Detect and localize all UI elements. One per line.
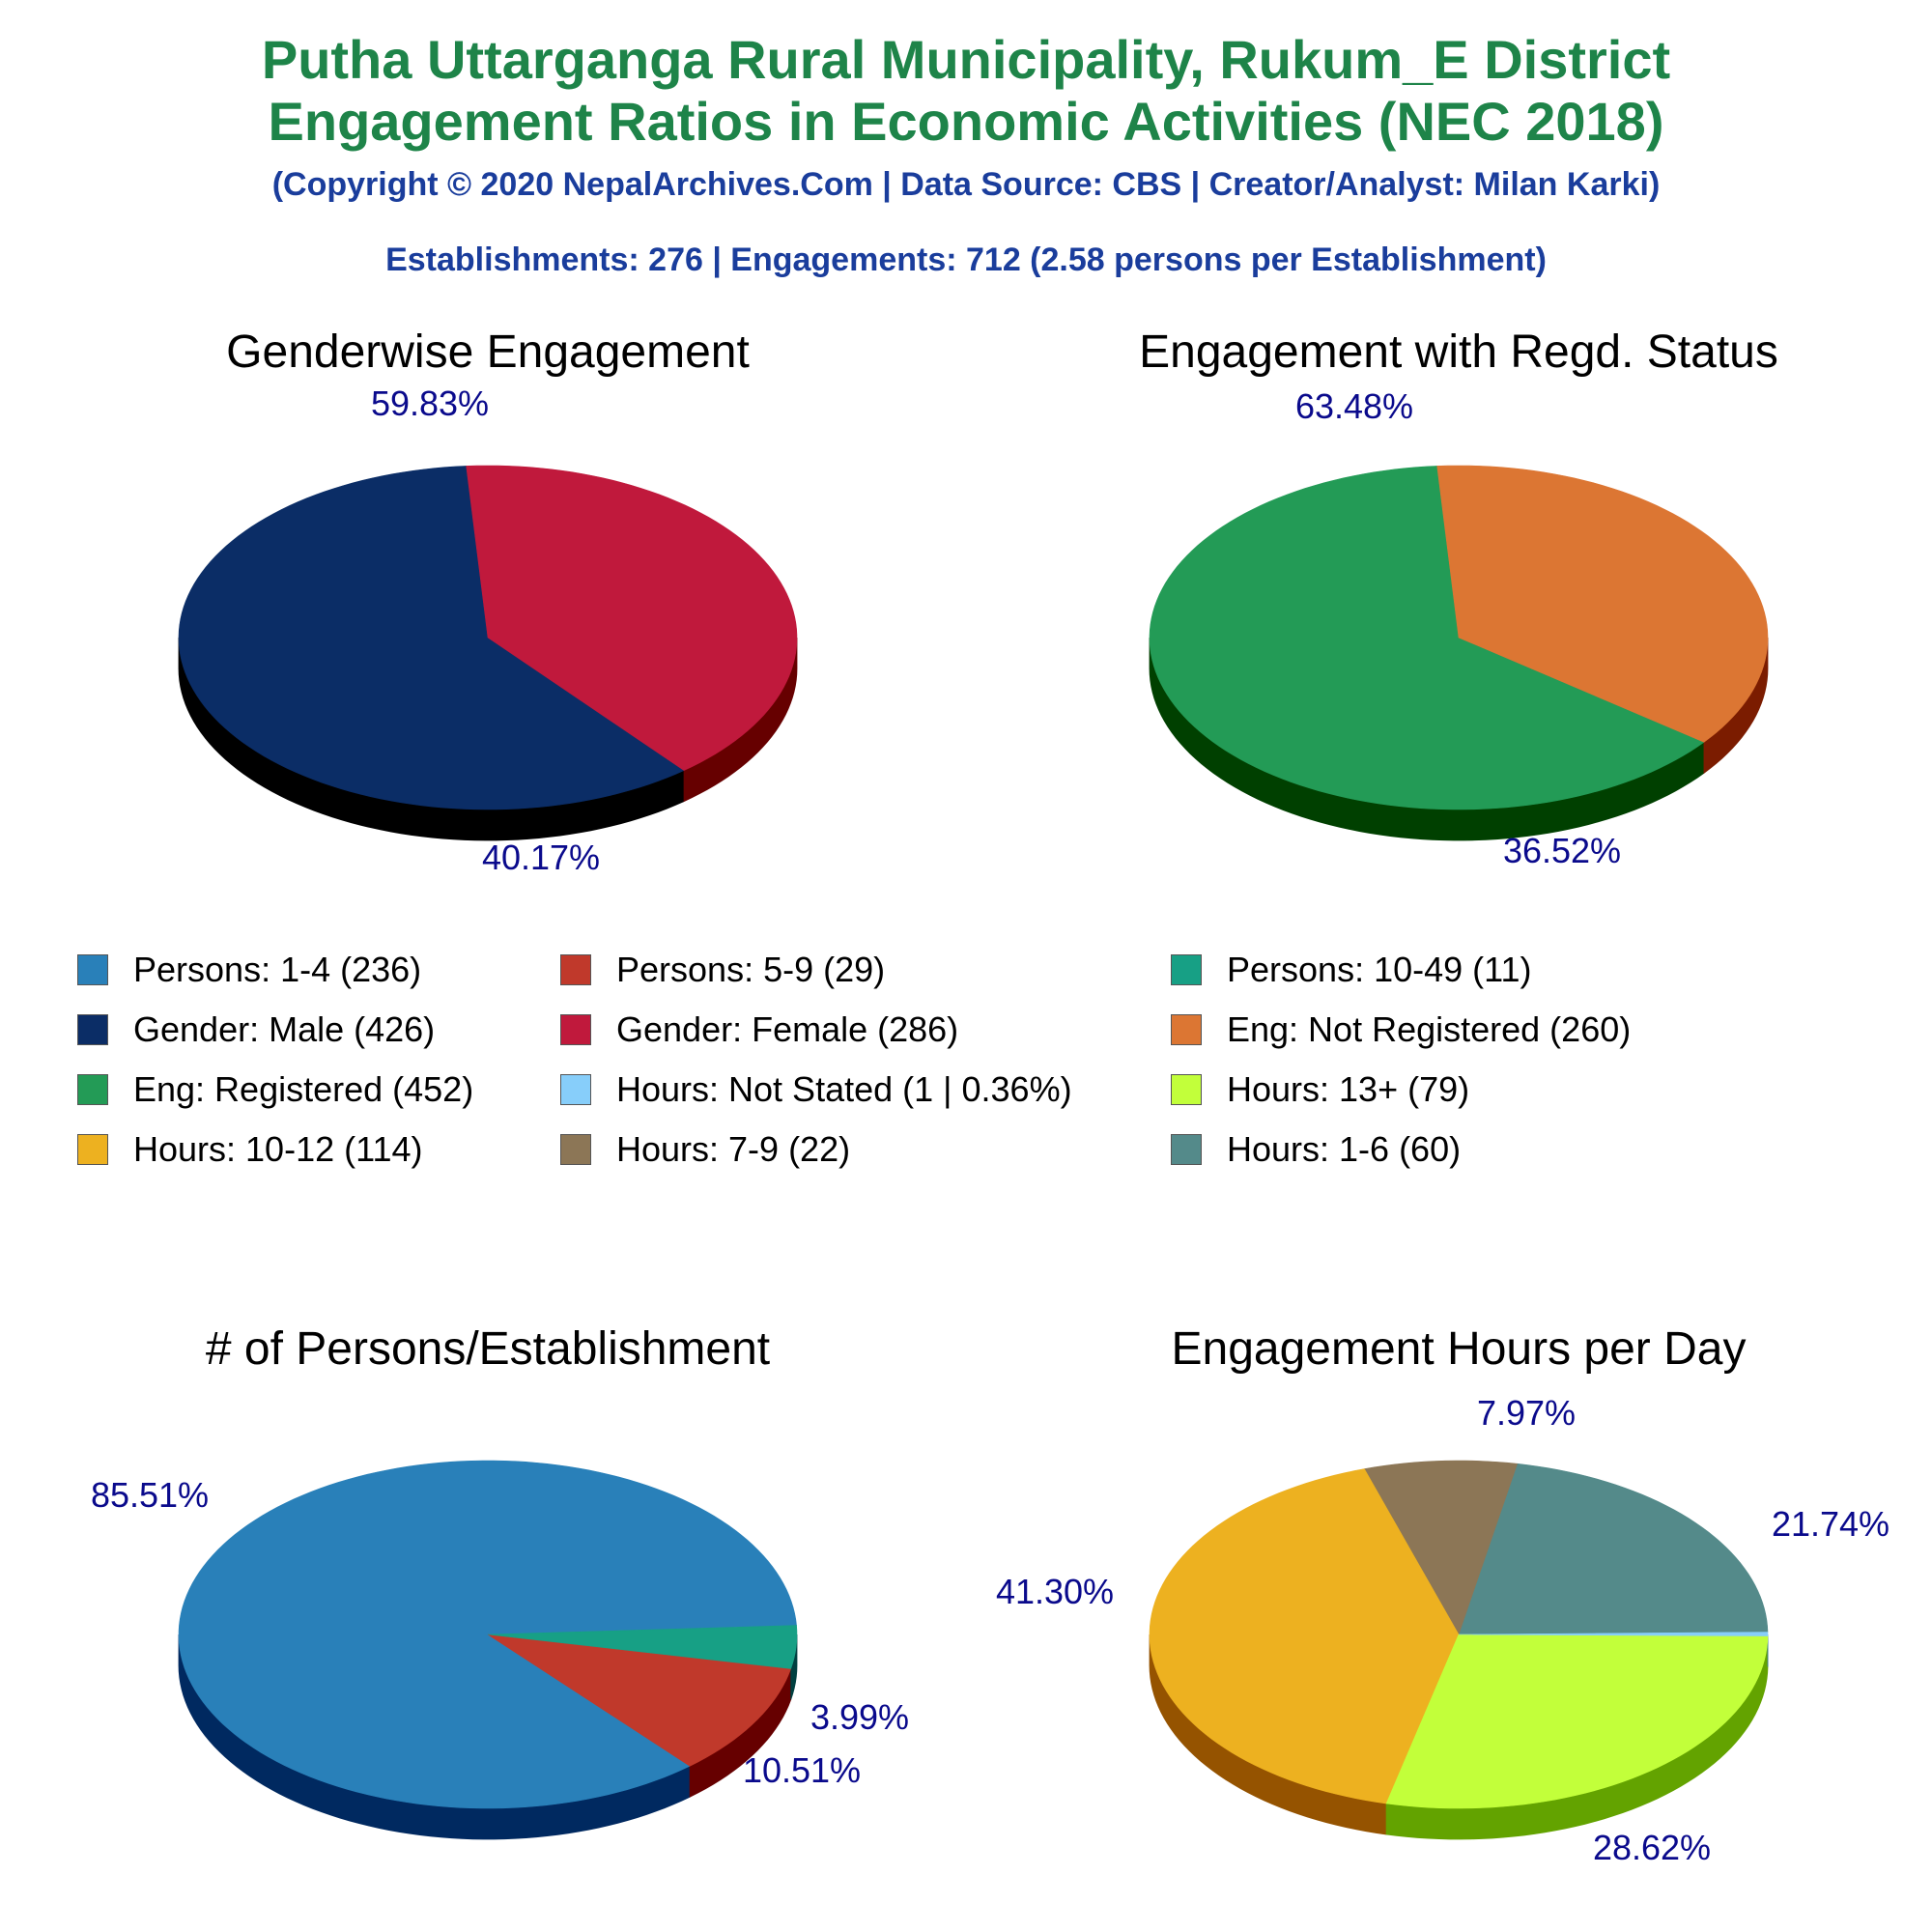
legend-label: Hours: 1-6 (60) xyxy=(1227,1129,1462,1169)
pie-top xyxy=(179,1461,797,1808)
chart-title: Genderwise Engagement xyxy=(226,327,750,378)
legend-swatch xyxy=(77,1074,108,1105)
slice-percent-label: 7.97% xyxy=(1476,1393,1577,1433)
legend-swatch xyxy=(560,1134,591,1165)
pie-chart-2 xyxy=(1139,327,1778,870)
legend-swatch xyxy=(77,1014,108,1045)
legend-swatch xyxy=(77,1134,108,1165)
legend-label: Gender: Male (426) xyxy=(133,1009,436,1049)
pie-top xyxy=(1150,1461,1768,1808)
legend-label: Hours: 7-9 (22) xyxy=(616,1129,851,1169)
slice-percent-label: 41.30% xyxy=(995,1572,1115,1611)
legend-swatch xyxy=(560,954,591,985)
slice-percent-label: 10.51% xyxy=(742,1750,862,1790)
legend-swatch xyxy=(1171,1014,1202,1045)
legend-swatch xyxy=(560,1074,591,1105)
legend-label: Persons: 10-49 (11) xyxy=(1227,950,1532,989)
slice-percent-label: 21.74% xyxy=(1771,1504,1890,1544)
pie-top xyxy=(1150,466,1768,810)
legend-label: Gender: Female (286) xyxy=(616,1009,959,1049)
slice-percent-label: 85.51% xyxy=(90,1475,210,1515)
main-title-line1: Putha Uttarganga Rural Municipality, Rukum_E District xyxy=(261,29,1671,90)
legend-label: Hours: Not Stated (1 | 0.36%) xyxy=(616,1069,1072,1109)
legend-item xyxy=(77,1070,473,1109)
slice-percent-label: 63.48% xyxy=(1294,386,1414,426)
chart-title: Engagement Hours per Day xyxy=(1171,1323,1747,1375)
legend-item xyxy=(560,1070,1072,1109)
legend-item xyxy=(77,1130,422,1169)
legend-swatch xyxy=(560,1014,591,1045)
pie-chart-3 xyxy=(91,1323,909,1839)
legend-swatch xyxy=(77,954,108,985)
legend-label: Hours: 10-12 (114) xyxy=(133,1129,423,1169)
slice-percent-label: 3.99% xyxy=(810,1697,910,1737)
legend-label: Eng: Not Registered (260) xyxy=(1227,1009,1632,1049)
legend-label: Eng: Registered (452) xyxy=(133,1069,474,1109)
slice-percent-label: 59.83% xyxy=(370,384,490,423)
slice-percent-label: 36.52% xyxy=(1502,831,1622,870)
legend-item xyxy=(77,951,421,989)
slice-percent-label: 28.62% xyxy=(1592,1828,1712,1867)
legend-item xyxy=(1171,951,1532,989)
summary-line: Establishments: 276 | Engagements: 712 (2.58 persons per Establishment) xyxy=(385,242,1547,278)
legend-item xyxy=(1171,1070,1469,1109)
chart-title: Engagement with Regd. Status xyxy=(1139,327,1778,378)
legend-swatch xyxy=(1171,1134,1202,1165)
legend-item xyxy=(77,1010,435,1049)
pie-chart-1 xyxy=(179,327,797,877)
legend-label: Persons: 1-4 (236) xyxy=(133,950,422,989)
legend-label: Hours: 13+ (79) xyxy=(1227,1069,1470,1109)
legend-item xyxy=(560,951,885,989)
legend-item xyxy=(560,1130,850,1169)
legend-label: Persons: 5-9 (29) xyxy=(616,950,886,989)
pie-chart-4 xyxy=(996,1323,1889,1867)
slice-percent-label: 40.17% xyxy=(481,838,601,877)
legend-swatch xyxy=(1171,1074,1202,1105)
legend-item xyxy=(1171,1010,1631,1049)
legend-item xyxy=(1171,1130,1461,1169)
copyright-line: (Copyright © 2020 NepalArchives.Com | Data Source: CBS | Creator/Analyst: Milan Karki) xyxy=(271,166,1661,203)
legend-swatch xyxy=(1171,954,1202,985)
main-title-line2: Engagement Ratios in Economic Activities (NEC 2018) xyxy=(268,91,1664,152)
pie-top xyxy=(179,466,797,810)
chart-title: # of Persons/Establishment xyxy=(205,1323,771,1375)
legend-item xyxy=(560,1010,958,1049)
